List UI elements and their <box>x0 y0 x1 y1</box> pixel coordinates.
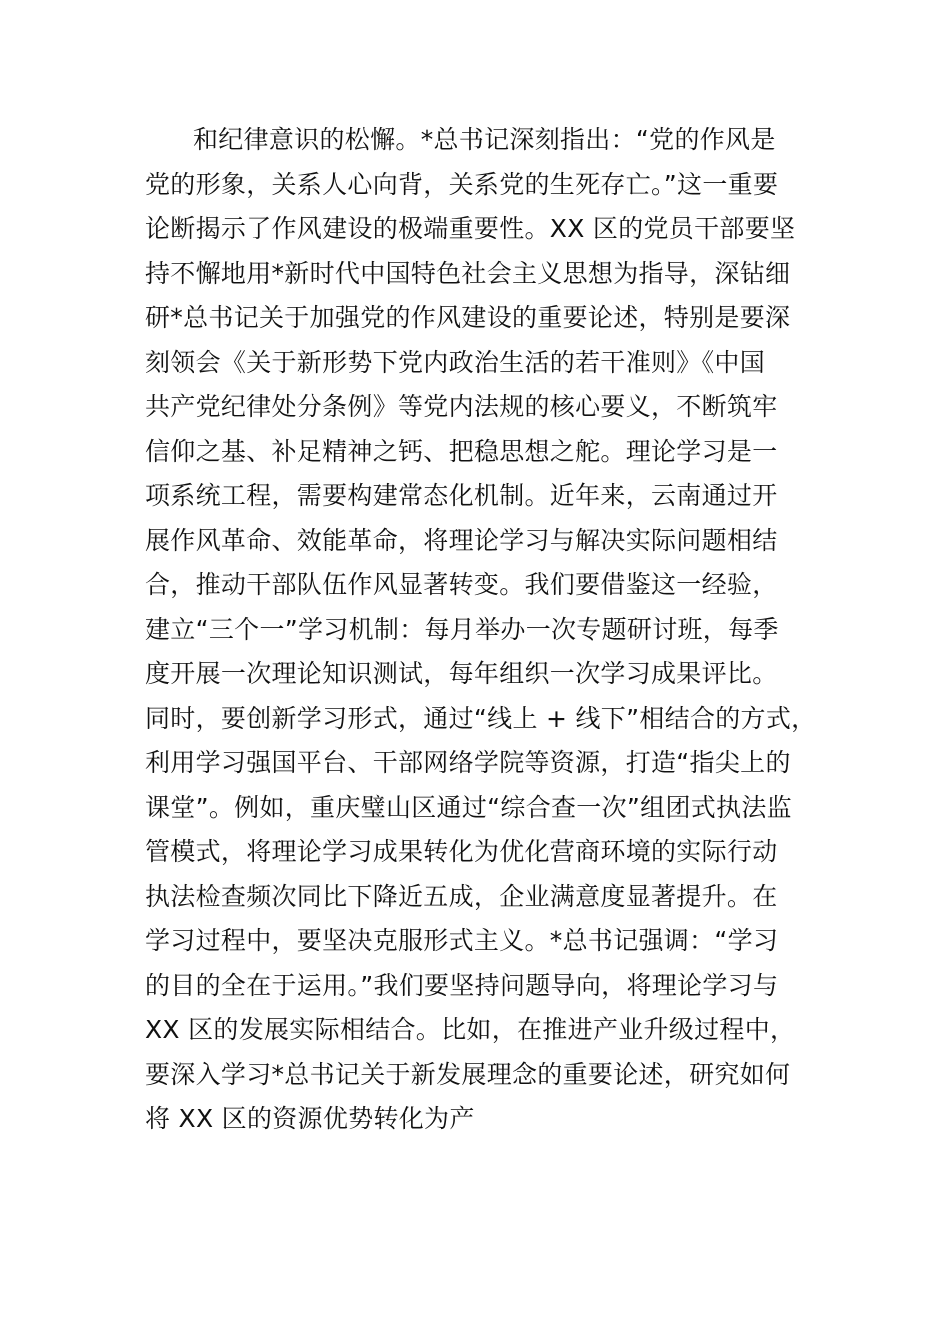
body-paragraph <box>145 118 845 1142</box>
text-line: 共产党纪律处分条例》等党内法规的核心要义，不断筑牢 <box>145 392 778 421</box>
text-line: 利用学习强国平台、干部网络学院等资源，打造“指尖上的 <box>145 748 791 777</box>
text-line: 的目的全在于运用。”我们要坚持问题导向，将理论学习与 <box>145 970 779 1000</box>
text-line: 刻领会《关于新形势下党内政治生活的若干准则》《中国 <box>145 347 766 377</box>
text-line: XX 区的发展实际相结合。比如，在推进产业升级过程中， <box>145 1015 796 1044</box>
text-line: 合，推动干部队伍作风显著转变。我们要借鉴这一经验， <box>145 570 778 599</box>
text-line: 展作风革命、效能革命，将理论学习与解决实际问题相结 <box>145 525 778 555</box>
text-line: 和纪律意识的松懈。*总书记深刻指出：“党的作风是 <box>193 125 776 154</box>
text-line: 论断揭示了作风建设的极端重要性。XX 区的党员干部要坚 <box>145 214 796 243</box>
text-line: 信仰之基、补足精神之钙、把稳思想之舵。理论学习是一 <box>145 436 778 466</box>
text-line: 要深入学习*总书记关于新发展理念的重要论述，研究如何 <box>145 1059 791 1089</box>
text-line: 同时，要创新学习形式，通过“线上 + 线下”相结合的方式， <box>145 703 817 733</box>
text-line: 项系统工程，需要构建常态化机制。近年来，云南通过开 <box>145 481 778 510</box>
text-line: 研*总书记关于加强党的作风建设的重要论述，特别是要深 <box>145 303 791 332</box>
text-line: 执法检查频次同比下降近五成，企业满意度显著提升。在 <box>145 881 778 911</box>
text-line: 党的形象，关系人心向背，关系党的生死存亡。”这一重要 <box>145 169 779 199</box>
text-line: 度开展一次理论知识测试，每年组织一次学习成果评比。 <box>145 659 778 688</box>
text-line: 持不懈地用*新时代中国特色社会主义思想为指导，深钻细 <box>145 258 791 288</box>
text-line: 课堂”。例如，重庆璧山区通过“综合查一次”组团式执法监 <box>145 792 792 822</box>
text-line: 管模式，将理论学习成果转化为优化营商环境的实际行动 <box>145 837 778 866</box>
text-line: 将 XX 区的资源优势转化为产 <box>145 1104 475 1133</box>
text-line: 学习过程中，要坚决克服形式主义。*总书记强调：“学习 <box>145 926 779 955</box>
text-line: 建立“三个一”学习机制：每月举办一次专题研讨班，每季 <box>145 614 779 644</box>
